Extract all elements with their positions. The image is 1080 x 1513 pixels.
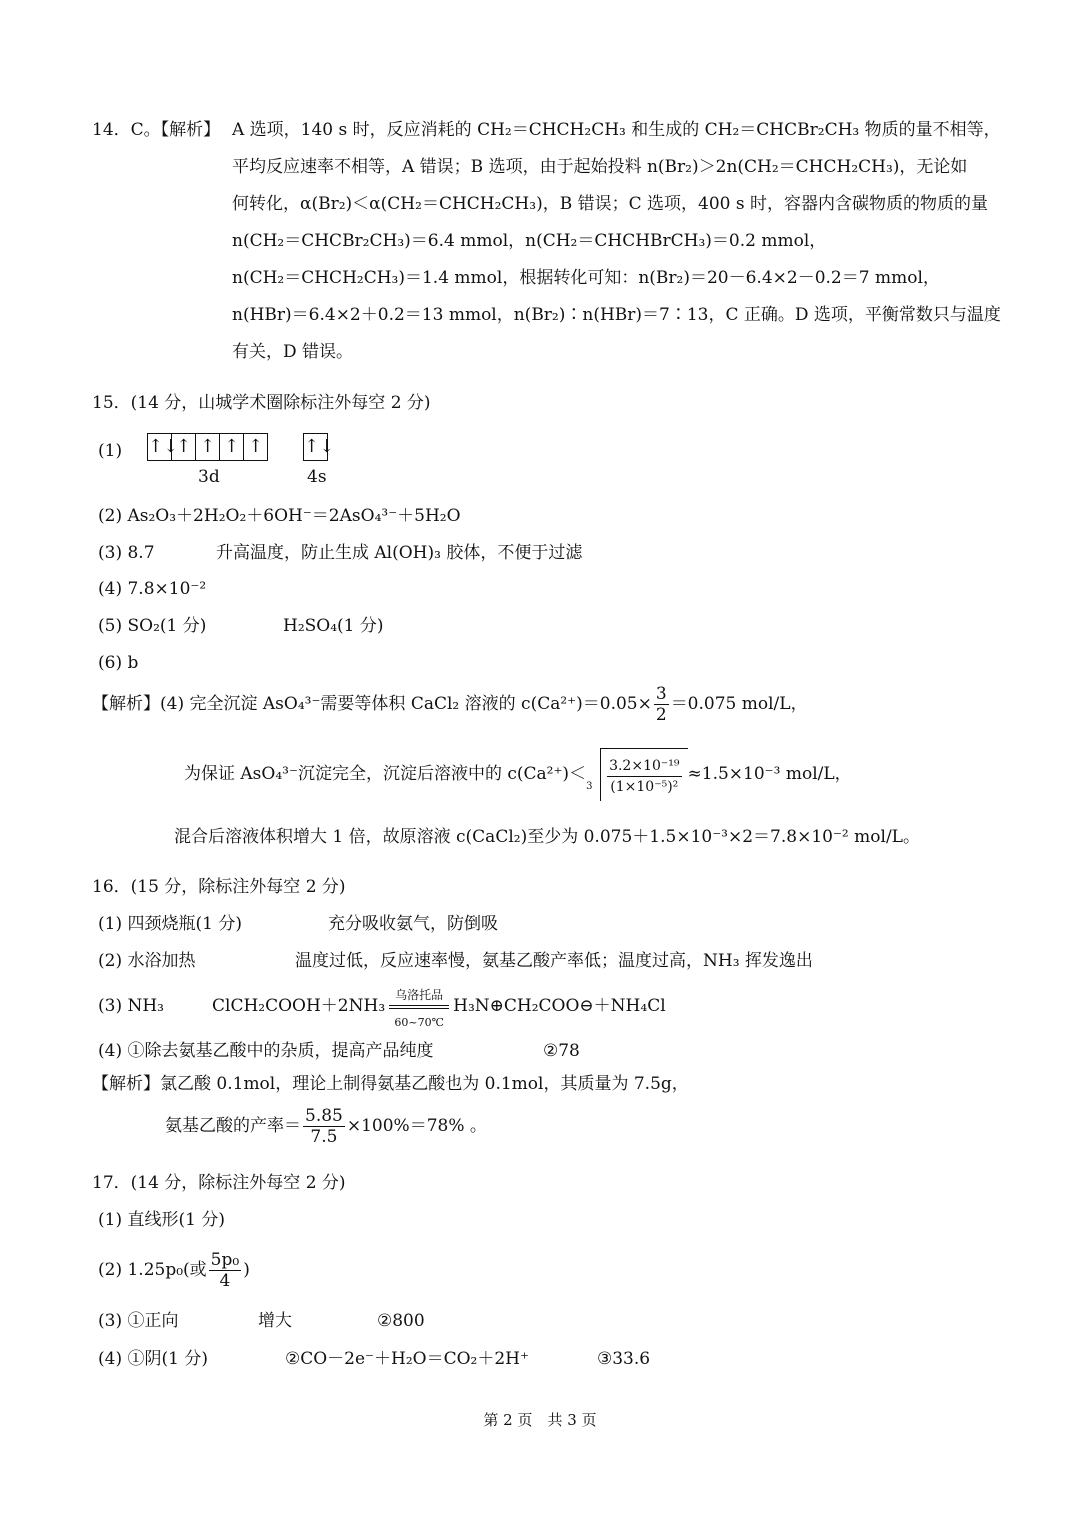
condition-bottom: 60~70℃ [394, 1015, 444, 1029]
fraction-numerator: 3 [655, 684, 667, 704]
orbital-cell: ↑ [172, 434, 196, 460]
fraction [654, 684, 669, 725]
q15-p2: (2) As₂O₃＋2H₂O₂＋6OH⁻＝2AsO₄³⁻＋5H₂O [98, 506, 461, 526]
q17-title: 17．(14 分，除标注外每空 2 分) [92, 1173, 346, 1193]
q15-ana1a: 【解析】(4) 完全沉淀 AsO₄³⁻需要等体积 CaCl₂ 溶液的 c(Ca²⁺)＝0.05× [92, 694, 652, 714]
fraction-numerator: 5p₀ [210, 1250, 240, 1270]
orbital-cell: ↑ [196, 434, 220, 460]
fraction [209, 1250, 242, 1291]
orbital-cell: ↑↓ [148, 434, 172, 460]
orbital-4s-box [303, 433, 335, 461]
q15-p6: (6) b [98, 653, 139, 673]
q17-p2b: ) [243, 1260, 250, 1280]
q15-ana2b: ≈1.5×10⁻³ mol/L， [687, 764, 852, 784]
q15-p3a: (3) 8.7 [98, 543, 155, 563]
fraction-denominator: (1×10⁻⁵)² [610, 779, 679, 795]
q16-p3a: (3) NH₃ [98, 996, 164, 1016]
q16-p4a: (4) ①除去氨基乙酸中的杂质，提高产品纯度 [98, 1041, 434, 1061]
q15-ana2a: 为保证 AsO₄³⁻沉淀完全，沉淀后溶液中的 c(Ca²⁺)＜ [184, 764, 587, 784]
q16-analysis-line-2 [165, 1104, 487, 1148]
fraction-numerator: 3.2×10⁻¹⁹ [607, 756, 681, 777]
q14-line-2: 平均反应速率不相等，A 错误；B 选项，由于起始投料 n(Br₂)＞2n(CH₂＝CHCH₂CH₃)，无论如 [232, 157, 968, 177]
q16-analysis-line-1: 【解析】氯乙酸 0.1mol，理论上制得氨基乙酸也为 0.1mol，其质量为 7.5g， [92, 1074, 689, 1094]
q17-p3c: ②800 [377, 1311, 425, 1331]
q16-p3b: ClCH₂COOH＋2NH₃ [212, 996, 386, 1016]
page-footer: 第 2 页 共 3 页 [483, 1411, 597, 1429]
q15-title: 15．(14 分，山城学术圈除标注外每空 2 分) [92, 393, 431, 413]
orbital-cell: ↑↓ [304, 436, 335, 457]
q16-p3c: H₃N⊕CH₂COO⊖＋NH₄Cl [453, 996, 666, 1016]
q15-analysis-line-2 [184, 748, 852, 801]
q16-p1a: (1) 四颈烧瓶(1 分) [98, 914, 242, 934]
orbital-cell: ↑ [247, 436, 264, 457]
fraction-denominator: 4 [219, 1271, 231, 1291]
q15-p5b: H₂SO₄(1 分) [283, 616, 384, 636]
q14-line-1: A 选项，140 s 时，反应消耗的 CH₂＝CHCH₂CH₃ 和生成的 CH₂＝CHCBr₂CH₃ 物质的量不相等， [232, 120, 1001, 140]
q17-p3a: (3) ①正向 [98, 1311, 179, 1331]
fraction [303, 1106, 345, 1147]
q14-line-5: n(CH₂＝CHCH₂CH₃)＝1.4 mmol，根据转化可知：n(Br₂)＝20－6.4×2－0.2＝7 mmol， [232, 268, 940, 288]
root-index: 3 [586, 781, 593, 792]
q16-ana2b: ×100%＝78% 。 [346, 1116, 487, 1136]
fraction-denominator: 7.5 [310, 1127, 338, 1147]
q17-p4b: ②CO－2e⁻＋H₂O＝CO₂＋2H⁺ [285, 1349, 529, 1369]
orbital-cell: ↑ [220, 434, 244, 460]
q15-ana1b: ＝0.075 mol/L， [670, 694, 808, 714]
q14-line-7: 有关，D 错误。 [232, 342, 354, 362]
q16-p2a: (2) 水浴加热 [98, 951, 196, 971]
q16-title: 16．(15 分，除标注外每空 2 分) [92, 877, 346, 897]
fraction-denominator: 2 [655, 705, 667, 725]
q17-p3b: 增大 [258, 1311, 292, 1331]
q14-label: 14．C。【解析】 [92, 120, 221, 140]
q16-ana2a: 氨基乙酸的产率＝ [165, 1116, 301, 1136]
q16-p3-equation [212, 987, 666, 1029]
q16-p4b: ②78 [543, 1041, 580, 1061]
q15-analysis-line-1 [92, 682, 808, 726]
cube-root [586, 748, 687, 801]
orbital-4s-label: 4s [307, 467, 327, 487]
reaction-condition-arrow [387, 987, 451, 1029]
q15-p1-label: (1) [98, 441, 123, 461]
q15-p4: (4) 7.8×10⁻² [98, 579, 207, 599]
q17-p1: (1) 直线形(1 分) [98, 1210, 225, 1230]
q16-p1b: 充分吸收氨气，防倒吸 [328, 914, 498, 934]
q14-line-3: 何转化，α(Br₂)＜α(CH₂＝CHCH₂CH₃)，B 错误；C 选项，400 s 时，容器内含碳物质的物质的量 [232, 194, 988, 214]
q17-p2 [98, 1248, 250, 1292]
q17-p4a: (4) ①阴(1 分) [98, 1349, 208, 1369]
q15-p5a: (5) SO₂(1 分) [98, 616, 207, 636]
orbital-3d-box [147, 433, 268, 461]
q17-p4c: ③33.6 [597, 1349, 651, 1369]
q15-analysis-line-3: 混合后溶液体积增大 1 倍，故原溶液 c(CaCl₂)至少为 0.075＋1.5×10⁻³×2＝7.8×10⁻² mol/L。 [174, 827, 920, 847]
q14-line-4: n(CH₂＝CHCBr₂CH₃)＝6.4 mmol，n(CH₂＝CHCHBrCH₃)＝0.2 mmol， [232, 231, 827, 251]
condition-top: 乌洛托品 [395, 987, 444, 1002]
orbital-3d-label: 3d [198, 467, 220, 487]
q16-p2b: 温度过低，反应速率慢，氨基乙酸产率低；温度过高，NH₃ 挥发逸出 [295, 951, 813, 971]
q15-p3b: 升高温度，防止生成 Al(OH)₃ 胶体，不便于过滤 [216, 543, 583, 563]
q17-p2a: (2) 1.25p₀(或 [98, 1260, 207, 1280]
fraction-numerator: 5.85 [305, 1106, 343, 1126]
q14-line-6: n(HBr)＝6.4×2＋0.2＝13 mmol，n(Br₂)∶n(HBr)＝7∶13，C 正确。D 选项，平衡常数只与温度 [232, 305, 1001, 325]
